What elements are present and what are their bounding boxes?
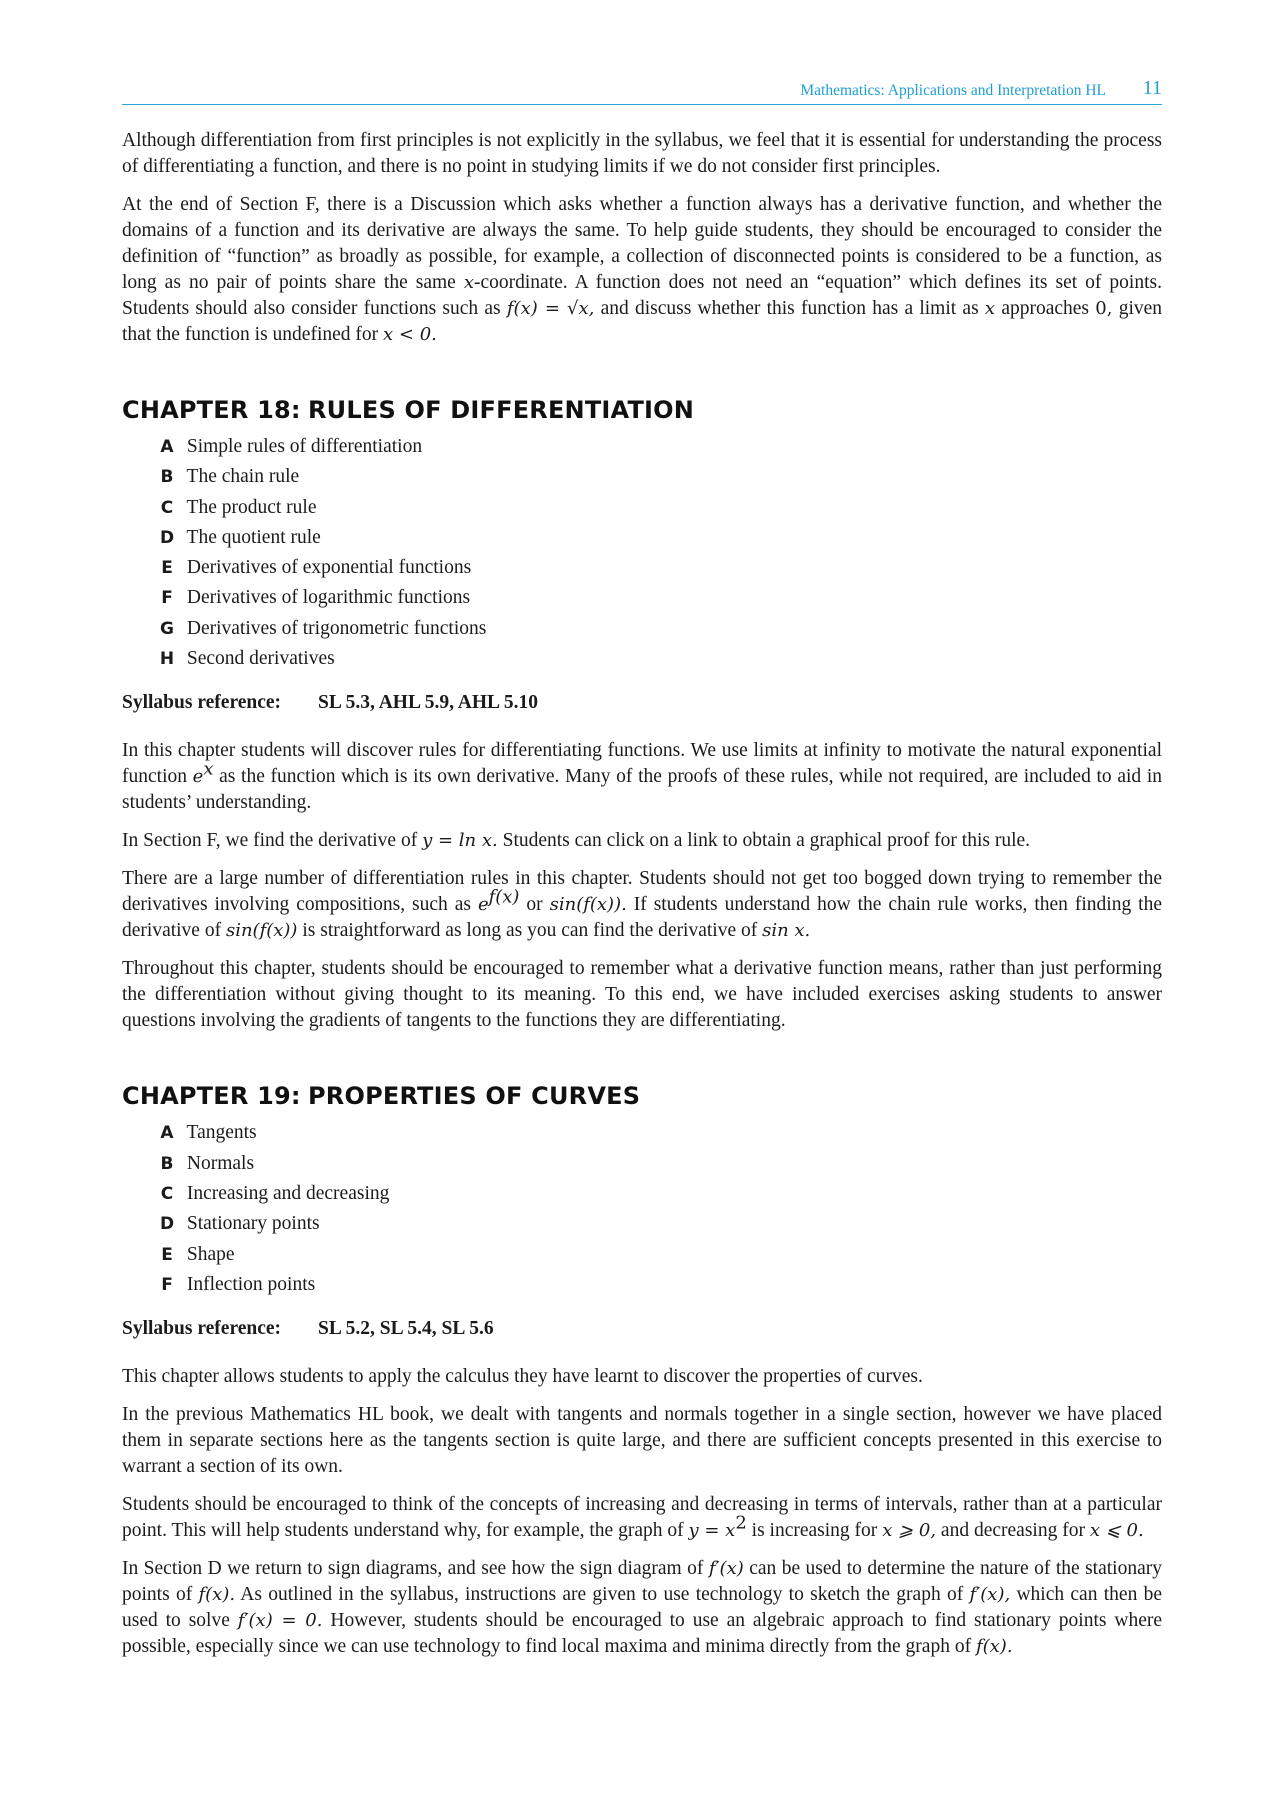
chapter-18-paragraph-1: In this chapter students will discover rules for differentiating functions. We use limits at infinity to motivate the natural exponential function $e^x$ as the function which is its own derivative. Many of the proofs of these rules, while not required, are included to aid in students’ understanding. [122, 740, 1162, 814]
chapter-18-title: RULES OF DIFFERENTIATION [308, 396, 695, 424]
list-item: D The quotient rule [159, 526, 321, 548]
list-item: C The product rule [160, 496, 317, 518]
chapter-19-section-list [152, 1118, 1162, 1300]
list-item: C Increasing and decreasing [160, 1182, 390, 1204]
page-number: 11 [1142, 77, 1162, 99]
running-title: Mathematics: Applications and Interpretation HL [800, 82, 1106, 99]
list-item: E Shape [161, 1243, 235, 1265]
chapter-19-number: CHAPTER 19: [122, 1082, 301, 1111]
list-item: B The chain rule [160, 466, 300, 488]
chapter-19-paragraph-4: In Section D we return to sign diagrams, and see how the sign diagram of f′(x) can be used to determine the nature of the stationary points of f(x). As outlined in the syllabus, instructions are given to use technology to sketch the graph of f′(x), which can then be used to solve f′(x) = 0. However, students should be encouraged to use an algebraic approach to find stationary points where possible, especially since we can use technology to find local maxima and minima directly from the graph of f(x). [122, 1558, 1163, 1658]
chapter-19-paragraph-2: In the previous Mathematics HL book, we dealt with tangents and normals together in a single section, however we have placed them in separate sections here as the tangents section is quite large, and there are sufficient concepts presented in this exercise to warrant a section of its own. [122, 1404, 1162, 1478]
page-body [122, 128, 1162, 1672]
chapter-19-paragraph-1: This chapter allows students to apply the calculus they have learnt to discover the properties of curves. [122, 1366, 923, 1388]
list-item: F Derivatives of logarithmic functions [161, 587, 471, 609]
list-item: E Derivatives of exponential functions [161, 557, 472, 579]
chapter-19-paragraph-3: Students should be encouraged to think of the concepts of increasing and decreasing in terms of intervals, rather than at a particular point. This will help students understand why, for example, the graph of $y = x^2$ is increasing for x ⩾ 0, and decreasing for x ⩽ 0. [122, 1494, 1162, 1542]
chapter-19-title: PROPERTIES OF CURVES [308, 1082, 641, 1111]
list-item: G Derivatives of trigonometric functions [160, 617, 487, 639]
chapter-18-paragraph-4: Throughout this chapter, students should be encouraged to remember what a derivative function means, rather than just performing the differentiation without giving thought to its meaning. To this end, we have included exercises asking students to answer questions involving the gradients of tangents to the functions they are differentiating. [122, 958, 1162, 1032]
list-item: A Simple rules of differentiation [160, 436, 423, 457]
chapter-18-number: CHAPTER 18: [122, 396, 301, 424]
chapter-18-paragraph-3: There are a large number of differentiation rules in this chapter. Students should not get too bogged down trying to remember the derivatives involving compositions, such as $e^{f(x)}$ or sin(f(x)). If students understand how the chain rule works, then finding the derivative of sin(f(x)) is straightforward as long as you can find the derivative of sin x. [122, 868, 1162, 942]
chapter-18-syllabus-reference: Syllabus reference: SL 5.3, AHL 5.9, AHL 5.10 [122, 692, 538, 714]
chapter-19-heading [122, 1082, 1162, 1110]
intro-paragraph-1: Although differentiation from first principles is not explicitly in the syllabus, we feel that it is essential for understanding the process of differentiating a function, and there is no point in studying limits if we do not consider first principles. [122, 130, 1162, 177]
list-item: B Normals [160, 1152, 255, 1174]
chapter-18-section-list [152, 432, 1162, 674]
list-item: F Inflection points [161, 1273, 316, 1295]
chapter-18-paragraph-2: In Section F, we find the derivative of y = ln x. Students can click on a link to obtain a graphical proof for this rule. [122, 830, 1031, 852]
chapter-18-heading [122, 396, 1162, 424]
list-item: A Tangents [160, 1122, 257, 1144]
intro-paragraph-2: At the end of Section F, there is a Discussion which asks whether a function always has a derivative function, and whether the domains of a function and its derivative are always the same. To help guide students, they should be encouraged to consider the definition of “function” as broadly as possible, for example, a collection of disconnected points is considered to be a function, as long as no pair of points share the same x-coordinate. A function does not need an “equation” which defines its set of points. Students should also consider functions such as f(x) = √x, and discuss whether this function has a limit as x approaches 0, given that the function is undefined for x < 0. [122, 194, 1163, 345]
list-item: D Stationary points [159, 1213, 320, 1235]
list-item: H Second derivatives [159, 648, 335, 670]
page-header [122, 76, 1162, 105]
chapter-19-syllabus-reference: Syllabus reference: SL 5.2, SL 5.4, SL 5.6 [122, 1318, 494, 1340]
